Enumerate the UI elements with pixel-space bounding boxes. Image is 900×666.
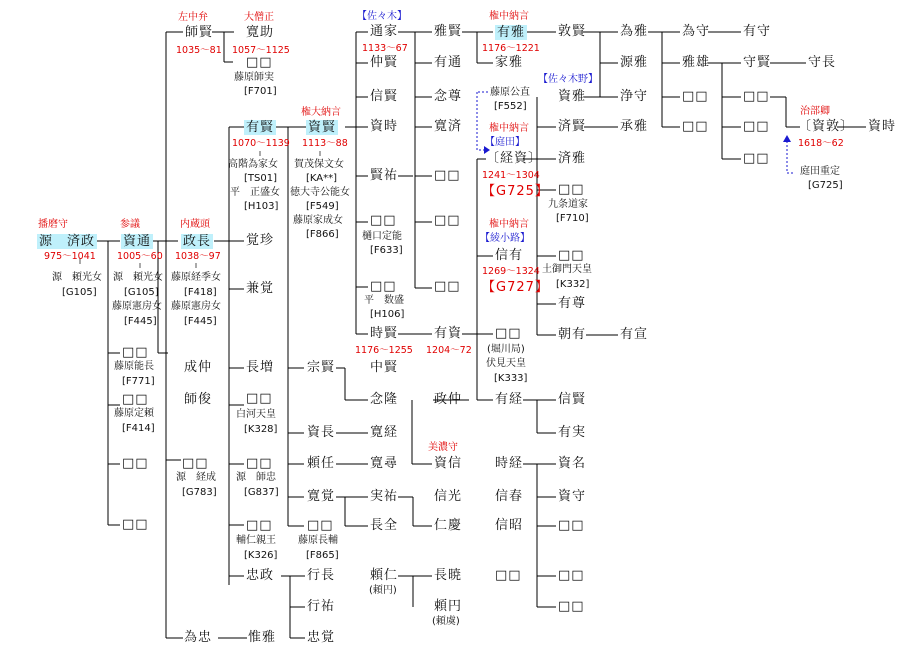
label-64: □□ bbox=[122, 456, 149, 471]
label-42: [F445] bbox=[184, 316, 217, 327]
label-24: 播磨守 bbox=[38, 219, 68, 230]
label-70: [G783] bbox=[182, 487, 217, 498]
label-84: 仲賢 bbox=[370, 55, 399, 70]
label-32: 源 頼光女 bbox=[113, 272, 163, 283]
label-13: 1113～88 bbox=[302, 138, 348, 149]
label-96: 中賢 bbox=[370, 360, 399, 375]
label-56: 為忠 bbox=[184, 630, 213, 645]
label-14: 高階為家女 bbox=[228, 159, 278, 170]
label-170: 有宣 bbox=[620, 327, 649, 342]
label-158: 朝有 bbox=[558, 327, 587, 342]
label-156: [K332] bbox=[556, 279, 590, 290]
label-92: 平 数盛 bbox=[364, 295, 404, 306]
label-88: □□ bbox=[370, 213, 397, 228]
label-115: 資信 bbox=[434, 456, 463, 471]
label-145: □□ bbox=[495, 568, 522, 583]
label-54: [K326] bbox=[244, 550, 278, 561]
label-52: □□ bbox=[246, 518, 273, 533]
label-22: 藤原家成女 bbox=[293, 215, 343, 226]
label-163: □□ bbox=[558, 518, 585, 533]
label-159: 信賢 bbox=[558, 392, 587, 407]
label-49: □□ bbox=[246, 456, 273, 471]
label-106: 念尊 bbox=[434, 89, 463, 104]
label-85: 信賢 bbox=[370, 89, 399, 104]
label-23: [F866] bbox=[306, 229, 339, 240]
label-0: 師賢 bbox=[185, 25, 214, 40]
label-15: 賀茂保文女 bbox=[294, 159, 344, 170]
label-160: 有実 bbox=[558, 425, 587, 440]
label-177: □□ bbox=[743, 89, 770, 104]
label-119: 頼円 bbox=[434, 599, 463, 614]
label-83: 1133～67 bbox=[362, 43, 408, 54]
label-182: 〔資敦〕 bbox=[798, 119, 855, 134]
label-19: 徳大寺公能女 bbox=[290, 187, 350, 198]
label-151: □□ bbox=[558, 182, 585, 197]
label-184: 庭田重定 bbox=[800, 166, 840, 177]
label-18: 平 正盛女 bbox=[230, 187, 280, 198]
label-168: 浄守 bbox=[620, 89, 649, 104]
label-37: 政長 bbox=[183, 234, 212, 249]
label-16: [TS01] bbox=[244, 173, 277, 184]
label-62: 藤原定頼 bbox=[114, 408, 154, 419]
label-12: 1070～1139 bbox=[232, 138, 290, 149]
label-101: 長全 bbox=[370, 518, 399, 533]
label-1: 左中弁 bbox=[178, 12, 208, 23]
label-104: 雅賢 bbox=[434, 24, 463, 39]
label-172: 雅雄 bbox=[682, 55, 711, 70]
label-178: □□ bbox=[743, 119, 770, 134]
label-53: 輔仁親王 bbox=[236, 535, 276, 546]
label-20: [H103] bbox=[244, 201, 279, 212]
label-10: 有賢 bbox=[246, 120, 275, 135]
label-105: 有通 bbox=[434, 55, 463, 70]
label-95: 1176～1255 bbox=[355, 345, 413, 356]
label-86: 資時 bbox=[370, 119, 399, 134]
label-128: 【庭田】 bbox=[485, 137, 525, 148]
label-109: □□ bbox=[434, 213, 461, 228]
label-43: 覚珍 bbox=[246, 233, 275, 248]
label-135: 1269～1324 bbox=[482, 266, 540, 277]
label-97: 念隆 bbox=[370, 392, 399, 407]
label-7: 藤原師実 bbox=[234, 72, 274, 83]
label-48: [K328] bbox=[244, 424, 278, 435]
label-61: □□ bbox=[122, 392, 149, 407]
label-150: 済雅 bbox=[558, 151, 587, 166]
label-108: □□ bbox=[434, 168, 461, 183]
label-132: 権中納言 bbox=[489, 219, 529, 230]
label-179: □□ bbox=[743, 151, 770, 166]
label-183: 1618～62 bbox=[798, 138, 844, 149]
label-4: 寛助 bbox=[246, 25, 275, 40]
label-142: 時経 bbox=[495, 456, 524, 471]
label-81: 【佐々木】 bbox=[357, 11, 407, 22]
label-122: 有雅 bbox=[497, 25, 526, 40]
label-169: 承雅 bbox=[620, 119, 649, 134]
label-36: 内蔵頭 bbox=[180, 219, 210, 230]
label-75: □□ bbox=[307, 518, 334, 533]
label-164: □□ bbox=[558, 568, 585, 583]
label-147: 【佐々木野】 bbox=[538, 74, 598, 85]
label-94: 時賢 bbox=[370, 326, 399, 341]
label-87: 賢祐 bbox=[370, 168, 399, 183]
label-120: (頼虞) bbox=[432, 616, 460, 627]
label-93: [H106] bbox=[370, 309, 405, 320]
label-78: 行長 bbox=[307, 568, 336, 583]
label-71: 宗賢 bbox=[307, 360, 336, 375]
label-98: 寛経 bbox=[370, 425, 399, 440]
label-30: 資通 bbox=[123, 234, 152, 249]
label-127: 権中納言 bbox=[489, 123, 529, 134]
label-40: [F418] bbox=[184, 287, 217, 298]
label-74: 寛覚 bbox=[307, 489, 336, 504]
label-136: 【G727】 bbox=[482, 280, 549, 295]
label-148: 資雅 bbox=[558, 89, 587, 104]
label-51: [G837] bbox=[244, 487, 279, 498]
label-50: 源 師忠 bbox=[236, 472, 276, 483]
label-21: [F549] bbox=[306, 201, 339, 212]
label-129: 〔経資〕 bbox=[486, 151, 543, 166]
label-77: [F865] bbox=[306, 550, 339, 561]
label-28: [G105] bbox=[62, 287, 97, 298]
label-89: 樋口定能 bbox=[362, 231, 402, 242]
label-29: 参議 bbox=[120, 219, 140, 230]
label-102: 頼仁 bbox=[370, 568, 399, 583]
label-134: 信有 bbox=[495, 248, 524, 263]
label-133: 【綾小路】 bbox=[480, 233, 530, 244]
label-176: 守賢 bbox=[743, 55, 772, 70]
label-123: 1176～1221 bbox=[482, 43, 540, 54]
label-6: □□ bbox=[246, 55, 273, 70]
label-130: 1241～1304 bbox=[482, 170, 540, 181]
label-67: 師俊 bbox=[184, 392, 213, 407]
label-65: □□ bbox=[122, 517, 149, 532]
label-82: 通家 bbox=[370, 24, 399, 39]
label-153: [F710] bbox=[556, 213, 589, 224]
label-126: [F552] bbox=[494, 101, 527, 112]
label-144: 信昭 bbox=[495, 518, 524, 533]
label-68: □□ bbox=[182, 456, 209, 471]
label-35: [F445] bbox=[124, 316, 157, 327]
label-166: 為雅 bbox=[620, 24, 649, 39]
label-58: □□ bbox=[122, 345, 149, 360]
label-79: 行祐 bbox=[307, 599, 336, 614]
label-17: [KA**] bbox=[306, 173, 338, 184]
label-3: 大僧正 bbox=[244, 12, 274, 23]
label-69: 源 経成 bbox=[176, 472, 216, 483]
label-146: 敦賢 bbox=[558, 24, 587, 39]
label-125: 藤原公直 bbox=[490, 87, 530, 98]
label-114: 美濃守 bbox=[428, 442, 458, 453]
label-118: 長暁 bbox=[434, 568, 463, 583]
label-171: 為守 bbox=[682, 24, 711, 39]
label-9: 権大納言 bbox=[301, 107, 341, 118]
label-55: 忠政 bbox=[246, 568, 275, 583]
label-63: [F414] bbox=[122, 423, 155, 434]
label-137: □□ bbox=[495, 326, 522, 341]
label-121: 権中納言 bbox=[489, 11, 529, 22]
label-46: □□ bbox=[246, 391, 273, 406]
label-39: 藤原経季女 bbox=[171, 272, 221, 283]
label-107: 寛済 bbox=[434, 119, 463, 134]
label-162: 資守 bbox=[558, 489, 587, 504]
label-47: 白河天皇 bbox=[236, 409, 276, 420]
label-72: 資長 bbox=[307, 425, 336, 440]
label-2: 1035～81 bbox=[176, 45, 222, 56]
label-185: [G725] bbox=[808, 180, 843, 191]
label-141: 有経 bbox=[495, 392, 524, 407]
label-33: [G105] bbox=[124, 287, 159, 298]
label-45: 長増 bbox=[246, 360, 275, 375]
label-138: (堀川局) bbox=[487, 344, 525, 355]
label-131: 【G725】 bbox=[482, 184, 549, 199]
label-91: □□ bbox=[370, 279, 397, 294]
label-26: 975～1041 bbox=[44, 251, 96, 262]
label-80: 忠覚 bbox=[307, 630, 336, 645]
label-103: (頼円) bbox=[369, 585, 397, 596]
label-8: [F701] bbox=[244, 86, 277, 97]
label-175: 有守 bbox=[743, 24, 772, 39]
label-111: 有資 bbox=[434, 326, 463, 341]
label-73: 頼任 bbox=[307, 456, 336, 471]
label-110: □□ bbox=[434, 279, 461, 294]
label-167: 源雅 bbox=[620, 55, 649, 70]
label-41: 藤原憲房女 bbox=[171, 301, 221, 312]
label-154: □□ bbox=[558, 248, 585, 263]
label-149: 済賢 bbox=[558, 119, 587, 134]
label-181: 治部卿 bbox=[800, 106, 830, 117]
label-157: 有尊 bbox=[558, 296, 587, 311]
label-165: □□ bbox=[558, 599, 585, 614]
label-174: □□ bbox=[682, 119, 709, 134]
label-57: 惟雅 bbox=[248, 630, 277, 645]
label-99: 寛尋 bbox=[370, 456, 399, 471]
label-140: [K333] bbox=[494, 373, 528, 384]
label-124: 家雅 bbox=[495, 55, 524, 70]
label-66: 成仲 bbox=[184, 360, 213, 375]
label-90: [F633] bbox=[370, 245, 403, 256]
label-173: □□ bbox=[682, 89, 709, 104]
label-112: 1204～72 bbox=[426, 345, 472, 356]
label-152: 九条道家 bbox=[548, 199, 588, 210]
label-113: 政仲 bbox=[434, 392, 463, 407]
label-139: 伏見天皇 bbox=[486, 358, 526, 369]
label-31: 1005～60 bbox=[117, 251, 163, 262]
label-5: 1057～1125 bbox=[232, 45, 290, 56]
label-44: 兼覚 bbox=[246, 281, 275, 296]
label-116: 信光 bbox=[434, 489, 463, 504]
label-186: 資時 bbox=[868, 119, 897, 134]
label-155: 土御門天皇 bbox=[542, 264, 592, 275]
label-38: 1038～97 bbox=[175, 251, 221, 262]
label-34: 藤原憲房女 bbox=[112, 301, 162, 312]
label-180: 守長 bbox=[808, 55, 837, 70]
label-11: 資賢 bbox=[308, 120, 337, 135]
label-100: 実祐 bbox=[370, 489, 399, 504]
label-25: 源 済政 bbox=[39, 234, 96, 249]
label-27: 源 頼光女 bbox=[52, 272, 102, 283]
label-76: 藤原長輔 bbox=[298, 535, 338, 546]
label-59: 藤原能長 bbox=[114, 361, 154, 372]
label-117: 仁慶 bbox=[434, 518, 463, 533]
label-60: [F771] bbox=[122, 376, 155, 387]
label-161: 資名 bbox=[558, 456, 587, 471]
label-143: 信春 bbox=[495, 489, 524, 504]
